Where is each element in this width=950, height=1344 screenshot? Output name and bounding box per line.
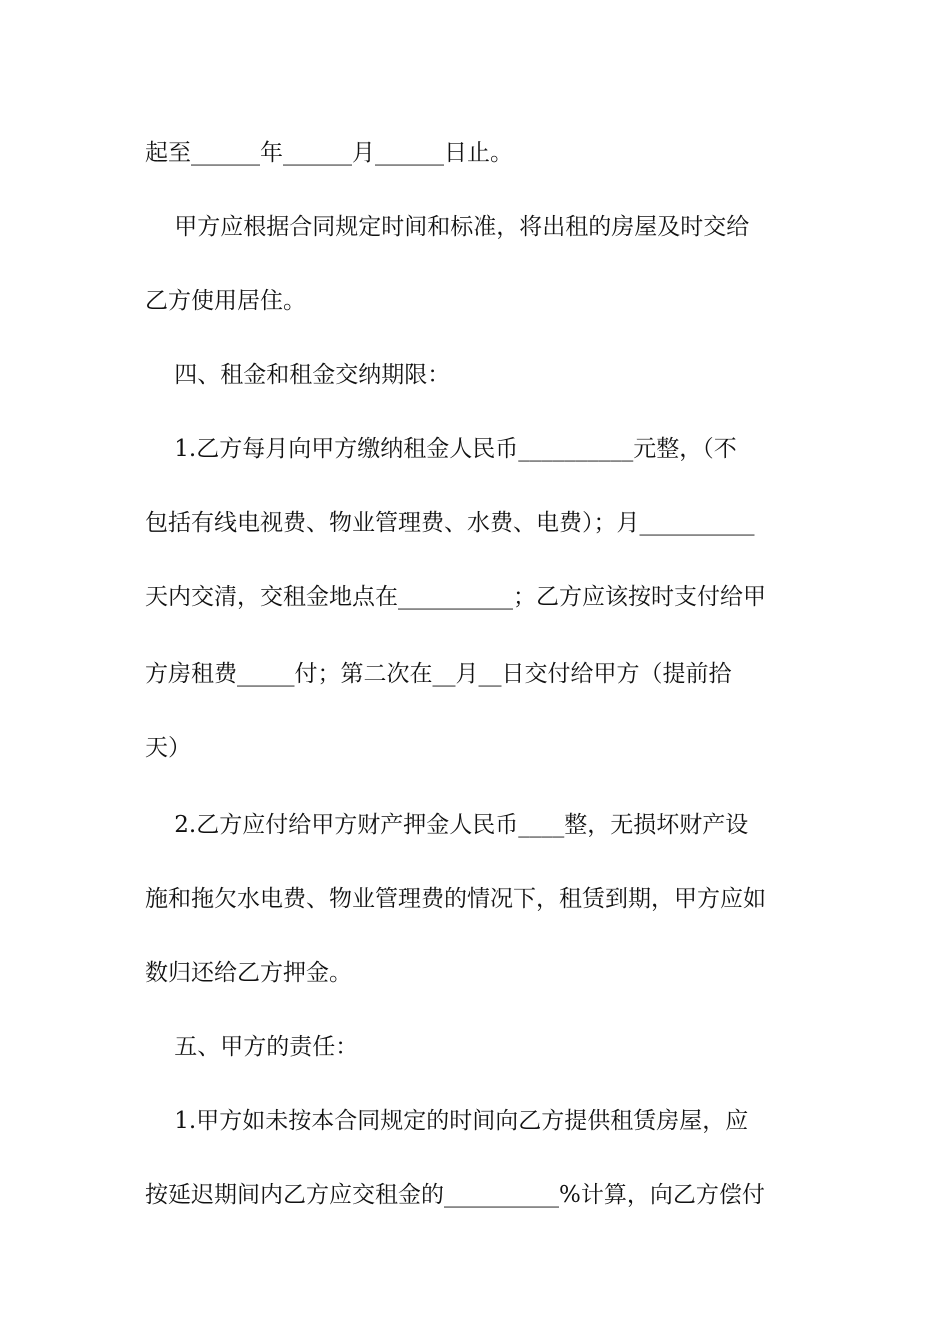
text-line: 甲方应根据合同规定时间和标准，将出租的房屋及时交给 (145, 214, 750, 240)
text-line: 1.乙方每月向甲方缴纳租金人民币__________元整，（不 (145, 436, 737, 462)
text-line: 施和拖欠水电费、物业管理费的情况下，租赁到期，甲方应如 (145, 886, 766, 912)
section-heading: 四、租金和租金交纳期限： (145, 362, 451, 388)
text-line: 乙方使用居住。 (145, 288, 306, 314)
text-line: 天） (145, 735, 191, 761)
text-line: 起至______年______月______日止。 (145, 140, 513, 166)
text-line: 1.甲方如未按本合同规定的时间向乙方提供租赁房屋，应 (145, 1108, 749, 1134)
text-line: 2.乙方应付给甲方财产押金人民币____整，无损坏财产设 (145, 812, 749, 838)
text-line: 天内交清，交租金地点在__________；乙方应该按时支付给甲 (145, 584, 766, 610)
text-line: 包括有线电视费、物业管理费、水费、电费）；月__________ (145, 510, 755, 536)
text-line: 数归还给乙方押金。 (145, 960, 352, 986)
text-line: 按延迟期间内乙方应交租金的__________%计算，向乙方偿付 (145, 1182, 765, 1208)
text-line: 方房租费_____付；第二次在__月__日交付给甲方（提前拾 (145, 661, 732, 687)
section-heading: 五、甲方的责任： (145, 1034, 359, 1060)
